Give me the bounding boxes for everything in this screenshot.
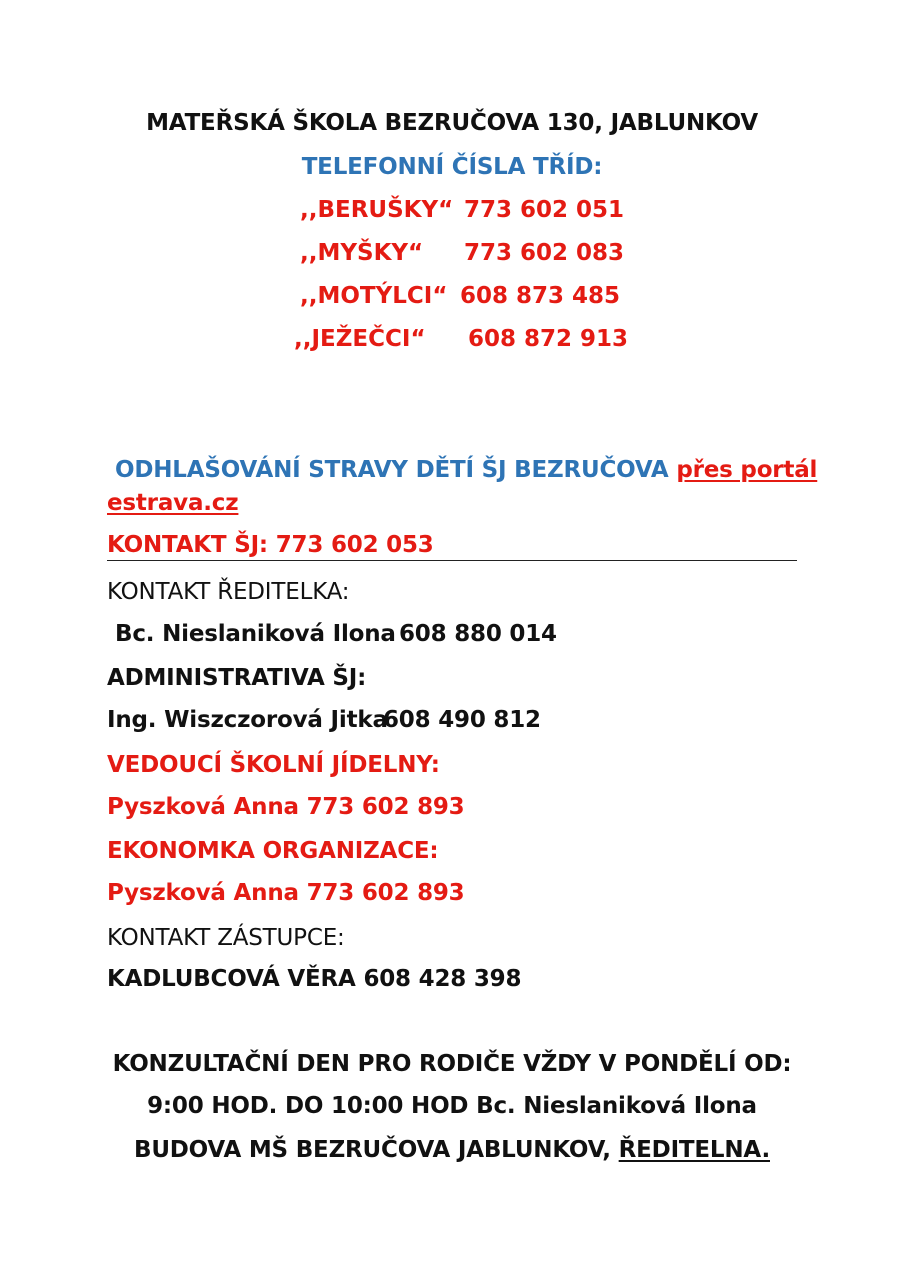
admin-label: ADMINISTRATIVA ŠJ:	[107, 665, 367, 691]
director-name: Bc. Nieslaniková Ilona	[115, 621, 396, 647]
class-name: ,,MYŠKY“	[300, 240, 424, 266]
deputy-label: KONTAKT ZÁSTUPCE:	[107, 925, 345, 951]
class-phone: 608 872 913	[468, 326, 629, 352]
canteen-head-label: VEDOUCÍ ŠKOLNÍ JÍDELNY:	[107, 752, 440, 778]
meals-text: ODHLAŠOVÁNÍ STRAVY DĚTÍ ŠJ BEZRUČOVA	[115, 457, 669, 483]
admin-phone: 608 490 812	[383, 707, 541, 733]
divider	[107, 560, 797, 561]
director-phone: 608 880 014	[399, 621, 557, 647]
canteen-head: Pyszková Anna 773 602 893	[107, 794, 465, 820]
consultation-line1: KONZULTAČNÍ DEN PRO RODIČE VŽDY V PONDĚLÍ OD:	[112, 1051, 792, 1077]
economist: Pyszková Anna 773 602 893	[107, 880, 465, 906]
class-name: ,,JEŽEČCI“	[294, 326, 426, 352]
consultation-place-prefix: BUDOVA MŠ BEZRUČOVA JABLUNKOV,	[133, 1137, 619, 1163]
class-phone: 608 873 485	[460, 283, 621, 309]
admin-name: Ing. Wiszczorová Jitka	[107, 707, 388, 733]
consultation-place: ŘEDITELNA.	[618, 1137, 770, 1163]
class-name: ,,MOTÝLCI“	[300, 283, 448, 309]
class-row-berusky	[300, 196, 625, 224]
class-phone: 773 602 083	[464, 240, 625, 266]
school-name: MATEŘSKÁ ŠKOLA BEZRUČOVA 130, JABLUNKOV	[146, 110, 758, 136]
estrava-link-part1[interactable]: přes portál	[676, 457, 818, 483]
consultation-line3	[0, 1136, 904, 1164]
class-phone: 773 602 051	[464, 197, 625, 223]
class-row-mysky	[300, 239, 625, 267]
canteen-contact: KONTAKT ŠJ: 773 602 053	[107, 532, 434, 558]
class-row-motylci	[300, 282, 620, 310]
estrava-link-part2[interactable]: estrava.cz	[107, 490, 239, 516]
phones-heading: TELEFONNÍ ČÍSLA TŘÍD:	[301, 154, 603, 180]
deputy: KADLUBCOVÁ VĚRA 608 428 398	[107, 966, 522, 992]
economist-label: EKONOMKA ORGANIZACE:	[107, 838, 439, 864]
meals-line	[115, 456, 817, 484]
class-name: ,,BERUŠKY“	[300, 197, 454, 223]
director-label: KONTAKT ŘEDITELKA:	[107, 579, 350, 605]
class-row-jezecci	[294, 325, 629, 353]
consultation-line2: 9:00 HOD. DO 10:00 HOD Bc. Nieslaniková Ilona	[147, 1093, 757, 1119]
